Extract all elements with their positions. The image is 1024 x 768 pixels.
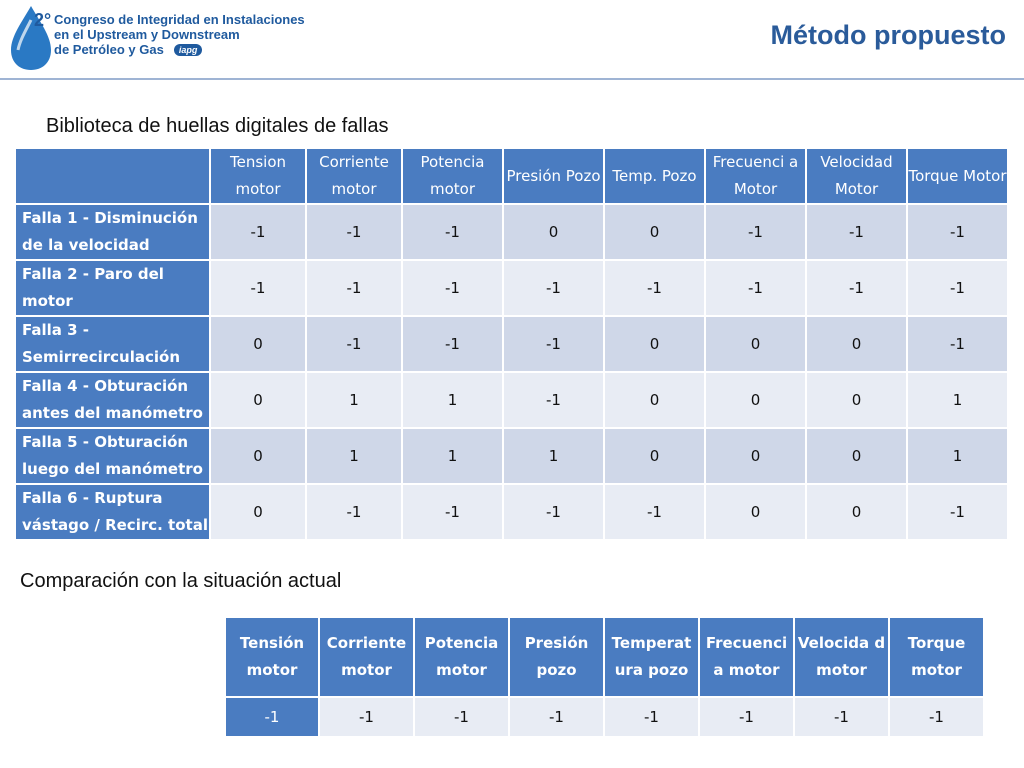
comparison-value-cell: -1 (415, 698, 508, 736)
fault-value-cell: -1 (908, 205, 1007, 259)
logo-line-2: en el Upstream y Downstream (54, 27, 240, 42)
comparison-value-cell: -1 (510, 698, 603, 736)
fault-value-cell: 1 (908, 429, 1007, 483)
comparison-col-header: Frecuenci a motor (700, 618, 793, 696)
comparison-col-header: Temperat ura pozo (605, 618, 698, 696)
library-row (16, 373, 1007, 427)
fault-value-cell: -1 (211, 205, 305, 259)
fault-library-table (14, 147, 1009, 541)
congress-logo-text (54, 12, 305, 57)
fault-value-cell: 1 (307, 429, 401, 483)
fault-value-cell: 0 (807, 373, 906, 427)
comparison-col-header: Torque motor (890, 618, 983, 696)
library-row (16, 429, 1007, 483)
fault-value-cell: -1 (504, 261, 603, 315)
fault-value-cell: 0 (211, 485, 305, 539)
logo-number: 2° (34, 10, 52, 30)
comparison-value-row (226, 698, 983, 736)
fault-value-cell: -1 (504, 317, 603, 371)
fault-value-cell: -1 (307, 205, 401, 259)
fault-value-cell: -1 (403, 261, 502, 315)
fault-value-cell: -1 (807, 205, 906, 259)
comparison-title: Comparación con la situación actual (20, 570, 342, 592)
fault-value-cell: 0 (211, 429, 305, 483)
fault-value-cell: 0 (605, 429, 704, 483)
fault-value-cell: 0 (605, 205, 704, 259)
fault-value-cell: -1 (403, 317, 502, 371)
fault-value-cell: 0 (706, 373, 805, 427)
fault-value-cell: -1 (706, 205, 805, 259)
fault-value-cell: -1 (307, 261, 401, 315)
fault-value-cell: -1 (403, 485, 502, 539)
comparison-col-header: Potencia motor (415, 618, 508, 696)
comparison-header-row (226, 618, 983, 696)
fault-value-cell: 1 (908, 373, 1007, 427)
comparison-col-header: Tensión motor (226, 618, 318, 696)
fault-value-cell: -1 (605, 485, 704, 539)
fault-label: Falla 6 - Ruptura vástago / Recirc. total (16, 485, 209, 539)
fault-value-cell: -1 (211, 261, 305, 315)
fault-value-cell: 0 (706, 317, 805, 371)
slide-header (0, 0, 1024, 80)
library-col-header: Corriente motor (307, 149, 401, 203)
library-corner-cell (16, 149, 209, 203)
comparison-table (224, 616, 985, 738)
comparison-value-cell: -1 (890, 698, 983, 736)
fault-value-cell: -1 (908, 261, 1007, 315)
fault-value-cell: 0 (605, 317, 704, 371)
fault-value-cell: 0 (807, 317, 906, 371)
fault-value-cell: -1 (504, 485, 603, 539)
library-col-header: Tension motor (211, 149, 305, 203)
library-row (16, 317, 1007, 371)
library-header-row (16, 149, 1007, 203)
fault-value-cell: 0 (706, 485, 805, 539)
fault-value-cell: -1 (307, 485, 401, 539)
fault-label: Falla 5 - Obturación luego del manómetro (16, 429, 209, 483)
fault-value-cell: 1 (504, 429, 603, 483)
fault-value-cell: 0 (211, 317, 305, 371)
water-drop-logo-icon (8, 4, 54, 72)
fault-value-cell: 0 (211, 373, 305, 427)
fault-value-cell: -1 (706, 261, 805, 315)
fault-value-cell: 0 (706, 429, 805, 483)
comparison-value-cell: -1 (700, 698, 793, 736)
comparison-value-cell: -1 (795, 698, 888, 736)
library-title: Biblioteca de huellas digitales de fallas (46, 115, 389, 137)
fault-value-cell: -1 (807, 261, 906, 315)
comparison-col-header: Presión pozo (510, 618, 603, 696)
logo-line-3: de Petróleo y Gas (54, 42, 164, 57)
fault-value-cell: 0 (504, 205, 603, 259)
fault-value-cell: 1 (403, 373, 502, 427)
iapg-badge: iapg (174, 44, 203, 56)
library-col-header: Temp. Pozo (605, 149, 704, 203)
comparison-value-cell: -1 (226, 698, 318, 736)
library-body (16, 205, 1007, 539)
fault-value-cell: -1 (908, 485, 1007, 539)
library-row (16, 205, 1007, 259)
fault-value-cell: 0 (605, 373, 704, 427)
comparison-col-header: Corriente motor (320, 618, 413, 696)
library-row (16, 261, 1007, 315)
library-col-header: Frecuenci a Motor (706, 149, 805, 203)
library-row (16, 485, 1007, 539)
comparison-col-header: Velocida d motor (795, 618, 888, 696)
fault-value-cell: -1 (403, 205, 502, 259)
fault-value-cell: -1 (307, 317, 401, 371)
fault-value-cell: 0 (807, 429, 906, 483)
fault-value-cell: 1 (307, 373, 401, 427)
fault-value-cell: -1 (908, 317, 1007, 371)
comparison-value-cell: -1 (605, 698, 698, 736)
fault-label: Falla 3 - Semirrecirculación (16, 317, 209, 371)
comparison-value-cell: -1 (320, 698, 413, 736)
fault-value-cell: 0 (807, 485, 906, 539)
header-divider (0, 78, 1024, 80)
fault-label: Falla 4 - Obturación antes del manómetro (16, 373, 209, 427)
library-col-header: Presión Pozo (504, 149, 603, 203)
library-col-header: Potencia motor (403, 149, 502, 203)
logo-line-1: Congreso de Integridad en Instalaciones (54, 12, 305, 27)
fault-value-cell: 1 (403, 429, 502, 483)
fault-value-cell: -1 (605, 261, 704, 315)
fault-label: Falla 1 - Disminución de la velocidad (16, 205, 209, 259)
fault-label: Falla 2 - Paro del motor (16, 261, 209, 315)
page-title: Método propuesto (770, 20, 1006, 50)
fault-value-cell: -1 (504, 373, 603, 427)
library-col-header: Velocidad Motor (807, 149, 906, 203)
library-col-header: Torque Motor (908, 149, 1007, 203)
